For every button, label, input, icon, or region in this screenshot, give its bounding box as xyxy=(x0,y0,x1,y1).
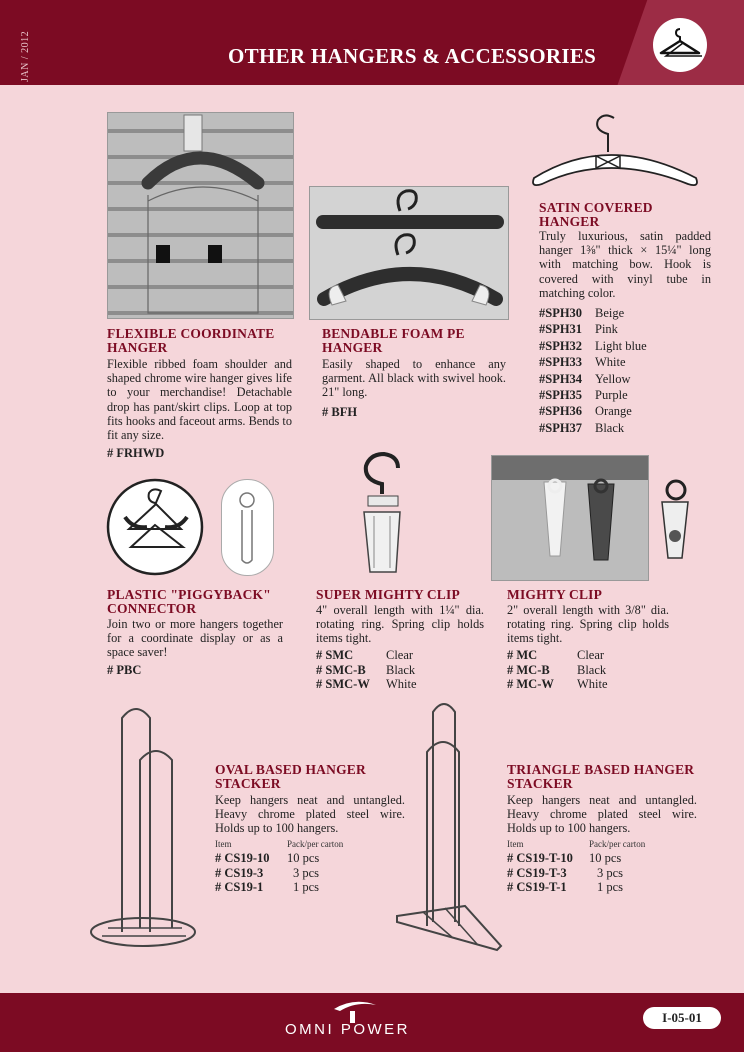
omni-power-logo-icon xyxy=(330,999,380,1023)
sph-color-list xyxy=(539,305,711,436)
bfh-photo xyxy=(309,186,509,320)
cs19t-table-header xyxy=(507,839,707,849)
mc-clip-image xyxy=(650,478,695,573)
mc-variant-list xyxy=(507,648,682,692)
pbc-illustration xyxy=(105,477,205,577)
bfh-code: # BFH xyxy=(322,405,358,419)
pbc-connector-image xyxy=(221,479,274,576)
list-item: #SPH35 Purple xyxy=(539,388,628,403)
cs19t-illustration xyxy=(393,700,508,955)
list-item: #SPH30 Beige xyxy=(539,306,625,320)
list-item: #SPH34 Yellow xyxy=(539,371,631,386)
smc-illustration xyxy=(352,452,412,582)
cs19-title: OVAL BASED HANGER STACKER xyxy=(215,762,366,791)
cs19-illustration xyxy=(88,702,198,952)
table-row: # CS19-10 10 pcs xyxy=(215,851,320,865)
sph-illustration xyxy=(520,112,710,194)
cs19-pack-table xyxy=(215,833,415,895)
pbc-description: Join two or more hangers together for a coordinate display or as a space saver! xyxy=(107,617,283,660)
list-item: #SPH32 Light blue xyxy=(539,338,647,353)
list-item: #SPH36 Orange xyxy=(539,404,632,419)
list-item: # SMC Clear xyxy=(316,648,414,662)
issue-date: JAN / 2012 xyxy=(20,30,31,82)
column-item-header: Item xyxy=(215,839,232,849)
page-title: OTHER HANGERS & ACCESSORIES xyxy=(228,44,597,68)
sph-description: Truly luxurious, satin padded hanger 1⅜" thick × 15¼" long with matching bow. Hook is covered with vinyl tube in matching color. xyxy=(539,229,711,300)
list-item: # MC Clear xyxy=(507,648,605,662)
list-item: # SMC-B Black xyxy=(316,662,416,677)
smc-title: SUPER MIGHTY CLIP xyxy=(316,587,460,602)
table-row: # CS19-1 1 pcs xyxy=(215,880,320,894)
column-item-header: Item xyxy=(507,839,524,849)
mc-description: 2" overall length with 3/8" dia. rotating ring. Spring clip holds items tight. xyxy=(507,603,669,646)
list-item: #SPH31 Pink xyxy=(539,322,618,337)
bfh-title: BENDABLE FOAM PE HANGER xyxy=(322,326,465,355)
frhwd-photo xyxy=(107,112,294,319)
hanger-icon xyxy=(653,18,707,72)
table-row: # CS19-3 3 pcs xyxy=(215,865,320,880)
list-item: # MC-W White xyxy=(507,677,608,691)
page-number: I-05-01 xyxy=(643,1007,721,1029)
frhwd-code: # FRHWD xyxy=(107,446,165,460)
list-item: #SPH37 Black xyxy=(539,420,625,435)
table-row: # CS19-T-3 3 pcs xyxy=(507,865,624,880)
bfh-description: Easily shaped to enhance any garment. All black with swivel hook. 21" long. xyxy=(322,357,506,400)
omni-power-logo: OMNI POWER xyxy=(285,1021,410,1038)
cs19t-pack-table xyxy=(507,833,707,895)
table-row: # CS19-T-1 1 pcs xyxy=(507,880,624,894)
cs19t-title: TRIANGLE BASED HANGER STACKER xyxy=(507,762,695,791)
pbc-title: PLASTIC "PIGGYBACK" CONNECTOR xyxy=(107,587,271,616)
frhwd-title: FLEXIBLE COORDINATE HANGER xyxy=(107,326,275,355)
list-item: # SMC-W White xyxy=(316,677,417,691)
column-pack-header: Pack/per carton xyxy=(287,839,344,849)
cs19-table-header xyxy=(215,839,415,849)
list-item: # MC-B Black xyxy=(507,662,607,677)
pbc-code: # PBC xyxy=(107,663,142,677)
smc-description: 4" overall length with 1¼" dia. rotating ring. Spring clip holds items tight. xyxy=(316,603,484,646)
column-pack-header: Pack/per carton xyxy=(589,839,646,849)
cs19t-description: Keep hangers neat and untangled. Heavy chrome plated steel wire. Holds up to 100 hangers. xyxy=(507,793,697,836)
mc-photo xyxy=(491,455,649,581)
smc-variant-list xyxy=(316,648,491,692)
mc-title: MIGHTY CLIP xyxy=(507,587,603,602)
list-item: #SPH33 White xyxy=(539,355,626,370)
frhwd-description: Flexible ribbed foam shoulder and shaped chrome wire hanger gives life to your merchandise! Detachable drop has pant/skirt clips. Loop at top fits hooks and faceout arms. Bends to fit any size. xyxy=(107,357,292,443)
sph-title: SATIN COVERED HANGER xyxy=(539,200,653,229)
table-row: # CS19-T-10 10 pcs xyxy=(507,851,622,865)
cs19-description: Keep hangers neat and untangled. Heavy chrome plated steel wire. Holds up to 100 hangers. xyxy=(215,793,405,836)
